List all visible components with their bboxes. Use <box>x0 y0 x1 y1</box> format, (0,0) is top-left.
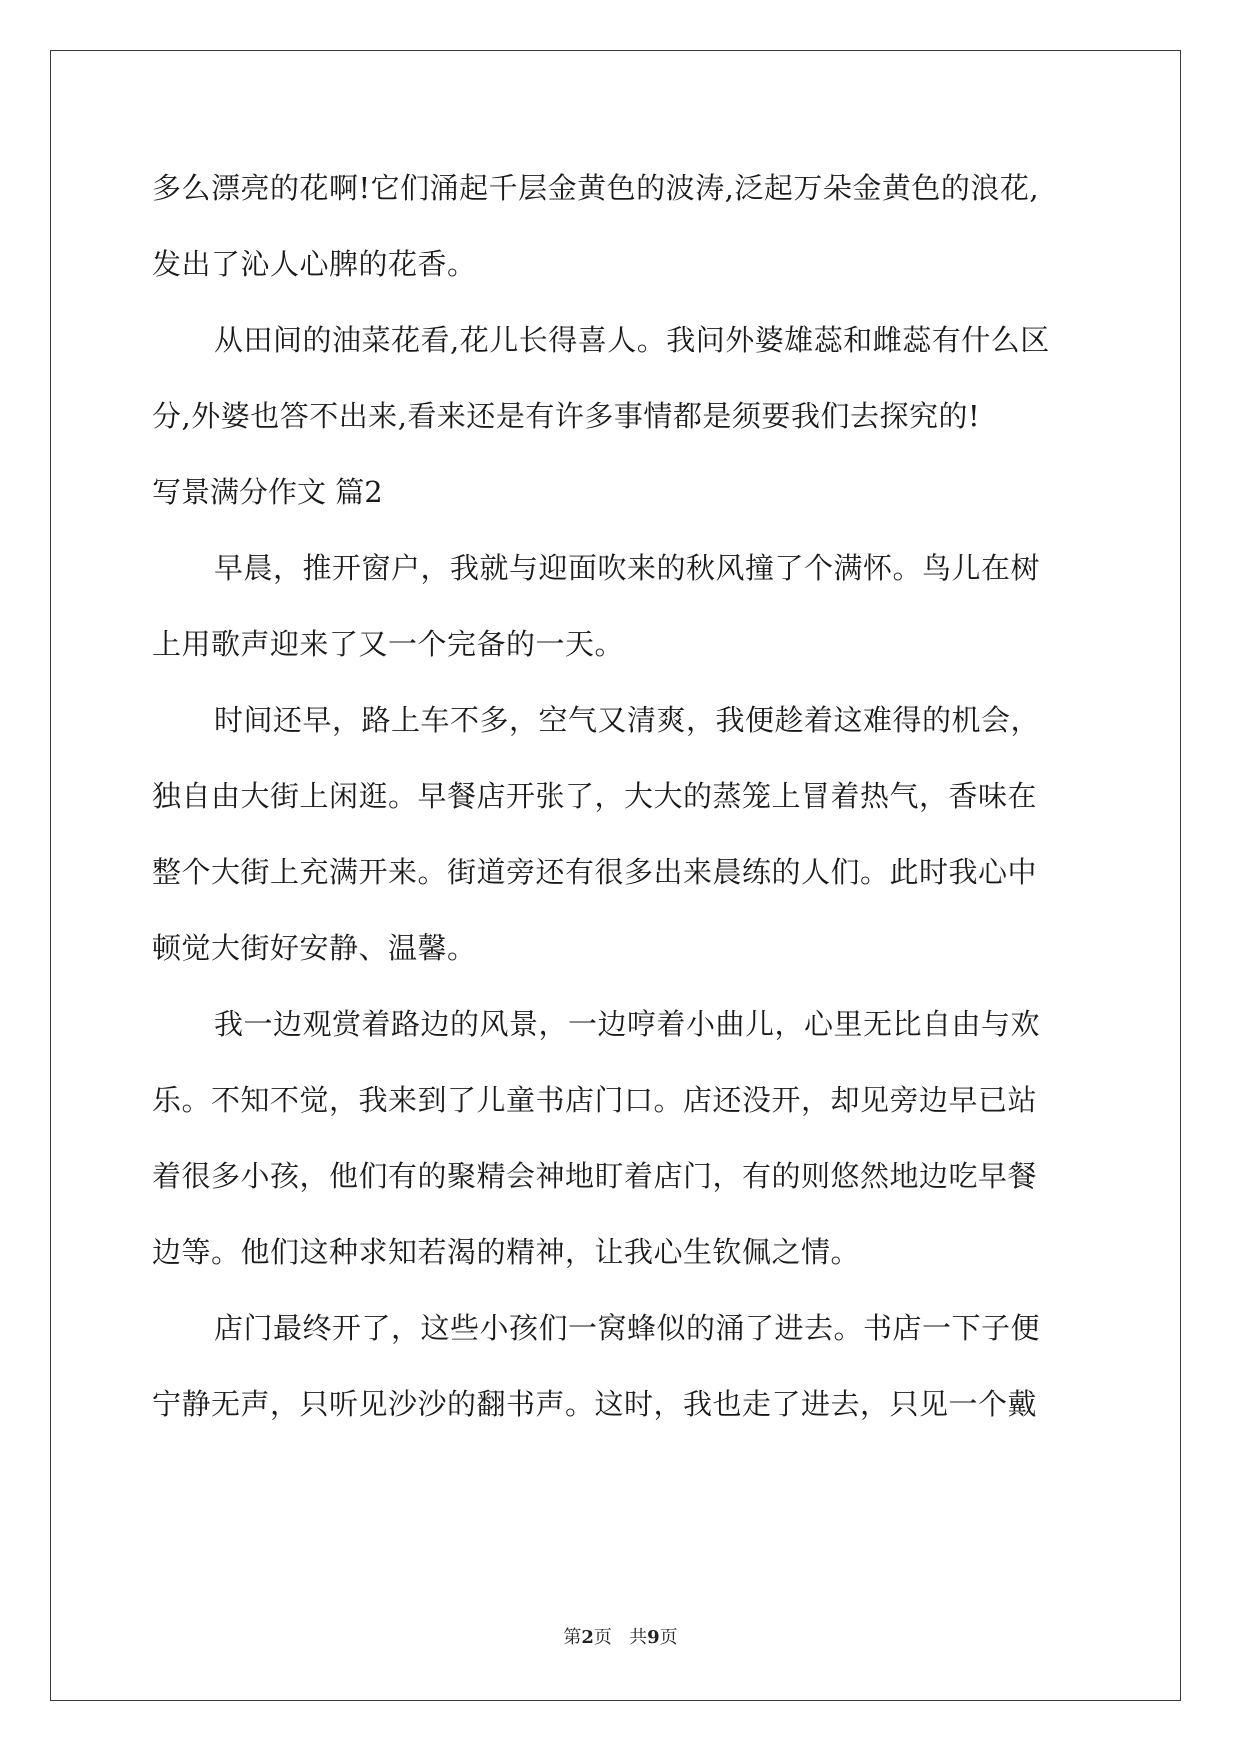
text-line: 我一边观赏着路边的风景，一边哼着小曲儿，心里无比自由与欢 <box>214 1007 1041 1041</box>
text-line: 分,外婆也答不出来,看来还是有许多事情都是须要我们去探究的! <box>152 399 981 433</box>
text-line: 边等。他们这种求知若渴的精神，让我心生钦佩之情。 <box>152 1235 861 1269</box>
page-prefix: 第 <box>563 1627 582 1648</box>
text-line: 乐。不知不觉，我来到了儿童书店门口。店还没开，却见旁边早已站 <box>152 1083 1038 1117</box>
section-heading: 写景满分作文 篇2 <box>152 475 383 509</box>
text-line: 店门最终开了，这些小孩们一窝蜂似的涌了进去。书店一下子便 <box>214 1311 1041 1345</box>
total-prefix: 共 <box>629 1627 648 1648</box>
document-body <box>152 150 1092 1442</box>
text-line: 顿觉大街好安静、温馨。 <box>152 931 477 965</box>
page-suffix: 页 <box>593 1627 612 1648</box>
text-line: 时间还早，路上车不多，空气又清爽，我便趁着这难得的机会， <box>214 703 1041 737</box>
text-line: 上用歌声迎来了又一个完备的一天。 <box>152 627 625 661</box>
text-line: 早晨，推开窗户，我就与迎面吹来的秋风撞了个满怀。鸟儿在树 <box>214 551 1041 585</box>
text-line: 多么漂亮的花啊!它们涌起千层金黄色的波涛,泛起万朵金黄色的浪花, <box>152 171 1040 205</box>
text-line: 发出了沁人心脾的花香。 <box>152 247 477 281</box>
text-line: 从田间的油菜花看,花儿长得喜人。我问外婆雄蕊和雌蕊有什么区 <box>214 323 1050 357</box>
total-pages: 9 <box>647 1627 660 1648</box>
text-line: 整个大街上充满开来。街道旁还有很多出来晨练的人们。此时我心中 <box>152 855 1038 889</box>
text-line: 着很多小孩，他们有的聚精会神地盯着店门，有的则悠然地边吃早餐 <box>152 1159 1038 1193</box>
page-number: 2 <box>581 1627 594 1648</box>
page-footer <box>0 1623 1241 1649</box>
total-suffix: 页 <box>659 1627 678 1648</box>
text-line: 宁静无声，只听见沙沙的翻书声。这时，我也走了进去，只见一个戴 <box>152 1387 1038 1421</box>
text-line: 独自由大街上闲逛。早餐店开张了，大大的蒸笼上冒着热气，香味在 <box>152 779 1038 813</box>
